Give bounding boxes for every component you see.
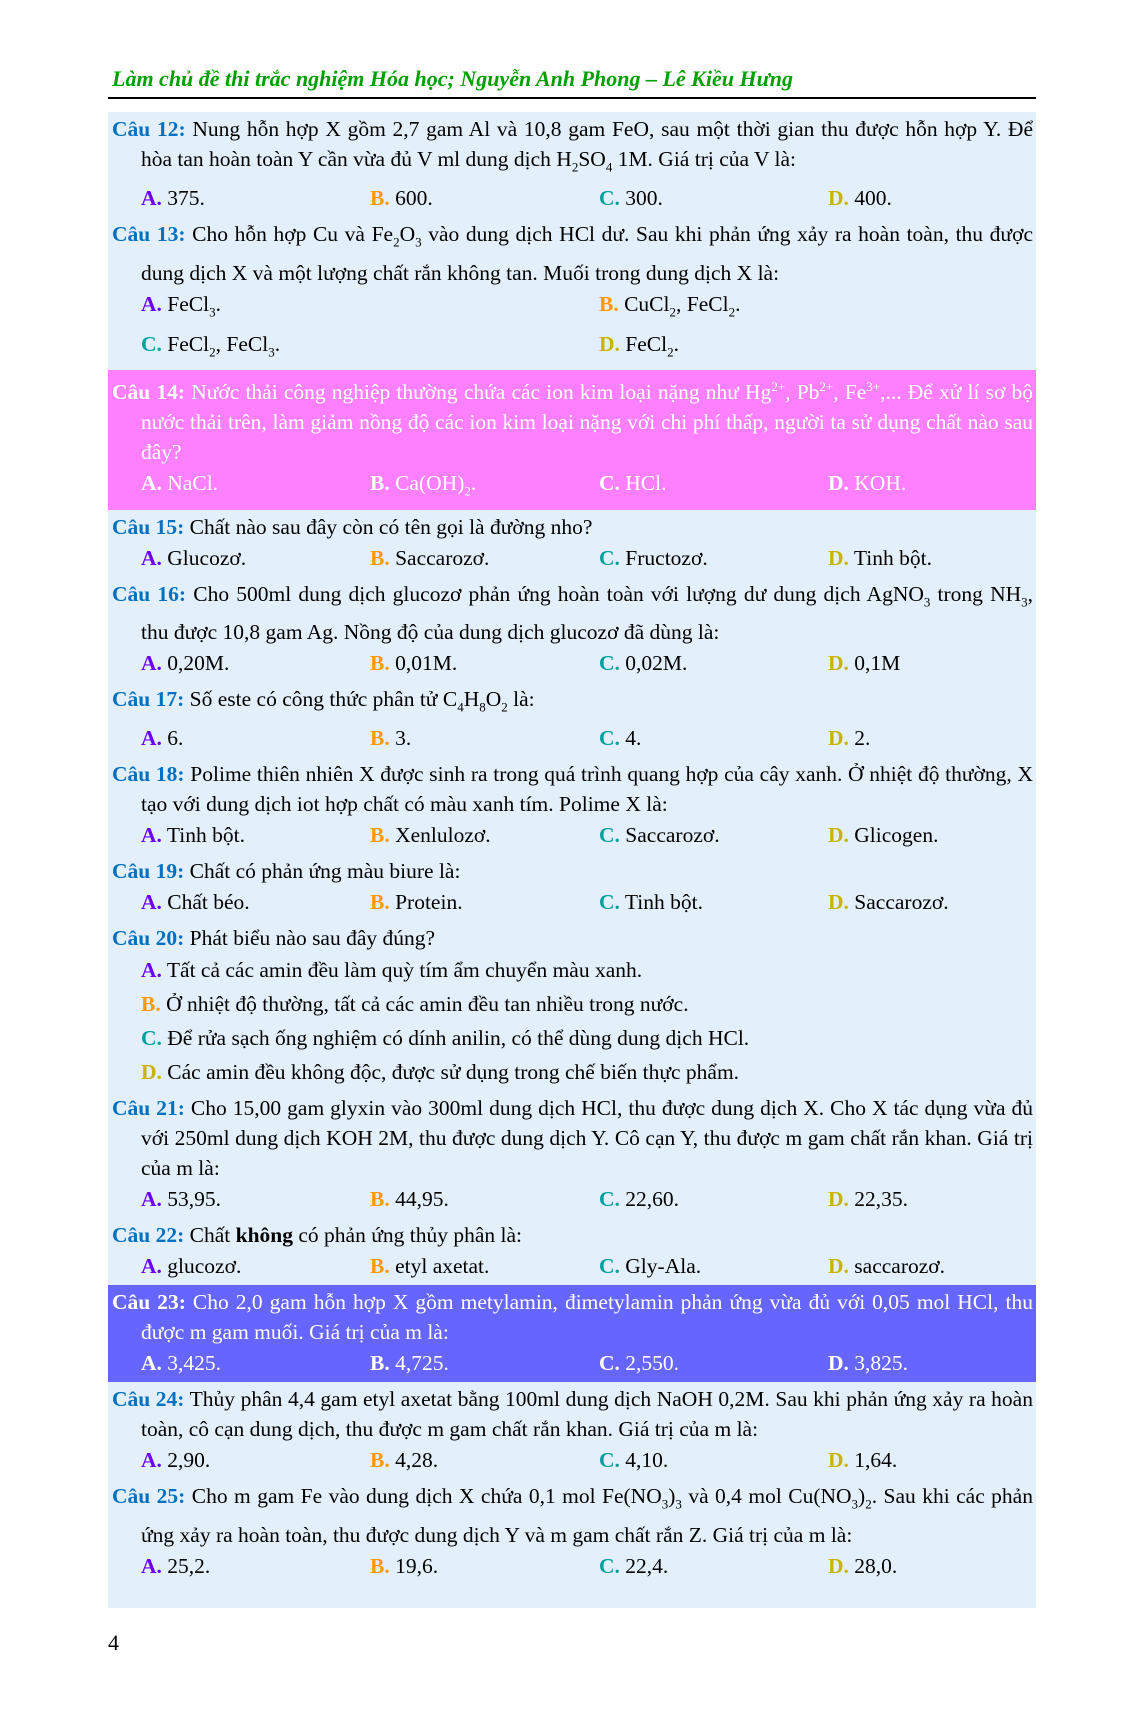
answer-option-a[interactable] (141, 722, 370, 755)
text-segment: Chất nào sau đây còn có tên gọi là đường nho? (189, 514, 593, 539)
question-stem (112, 219, 1033, 287)
answer-options (112, 288, 1033, 369)
text-segment: Ở nhiệt độ thường, tất cả các amin đều tan nhiều trong nước. (166, 992, 689, 1017)
text-segment: Cho 500ml dung dịch glucozơ phản ứng hoàn toàn với lượng dư dung dịch AgNO (193, 581, 924, 606)
answer-options (112, 647, 1033, 680)
answer-options (112, 722, 1033, 755)
answer-option-a[interactable] (141, 288, 599, 328)
answer-option-b[interactable] (370, 1550, 599, 1583)
text-segment: . (274, 331, 281, 356)
text-segment: 400. (854, 186, 892, 211)
text-segment: Fructozơ. (625, 545, 708, 570)
question-label: Câu 15: (112, 514, 185, 539)
answer-option-b[interactable] (370, 1444, 599, 1477)
text-segment: Glucozơ. (167, 545, 247, 570)
text-segment: 0,01M. (395, 650, 458, 675)
answer-options (112, 886, 1033, 919)
text-segment: 3 (675, 1496, 682, 1512)
answer-letter: A. (141, 471, 162, 496)
question-stem (112, 114, 1033, 182)
text-segment: 1,64. (854, 1448, 898, 1473)
answer-option-a[interactable] (141, 1550, 370, 1583)
answer-letter: A. (141, 1187, 162, 1212)
answer-option-a[interactable] (141, 542, 370, 575)
question-24 (108, 1382, 1036, 1479)
text-segment: , Pb (785, 380, 820, 405)
answer-letter: C. (141, 331, 162, 356)
text-segment: Để rửa sạch ống nghiệm có dính anilin, có thể dùng dung dịch HCl. (167, 1026, 750, 1051)
text-segment: Protein. (395, 890, 463, 915)
question-label: Câu 21: (112, 1096, 185, 1121)
text-segment: 2 (728, 303, 736, 319)
text-segment: 3 (661, 1496, 669, 1512)
question-label: Câu 12: (112, 117, 186, 141)
text-segment: 4. (625, 726, 642, 751)
text-segment: Saccarozơ. (625, 823, 720, 848)
text-segment: 2+ (771, 379, 786, 395)
text-segment: 8 (479, 699, 486, 715)
answer-options (112, 1347, 1033, 1380)
answer-option-d[interactable] (828, 1250, 1057, 1283)
question-14 (108, 370, 1036, 509)
answer-option-d[interactable] (828, 722, 1057, 755)
answer-option-b[interactable] (141, 987, 1033, 1021)
question-15 (108, 510, 1036, 577)
answer-option-d[interactable] (828, 647, 1057, 680)
answer-option-d[interactable] (828, 542, 1057, 575)
question-stem (112, 684, 1033, 722)
text-segment: ) (858, 1484, 866, 1509)
text-segment: NaCl. (167, 471, 219, 496)
answer-option-d[interactable] (141, 1055, 1033, 1089)
answer-letter: C. (141, 1026, 162, 1051)
text-segment: . (735, 291, 741, 316)
answer-letter: A. (141, 958, 162, 983)
text-segment: 3,425. (167, 1351, 222, 1376)
text-segment: O (485, 686, 502, 711)
question-stem (112, 1093, 1033, 1183)
text-segment: 19,6. (395, 1553, 439, 1578)
answer-letter: C. (599, 890, 620, 915)
answer-option-d[interactable] (828, 886, 1057, 919)
answer-options (112, 1250, 1033, 1283)
text-segment: Gly-Ala. (625, 1254, 702, 1279)
text-segment: Cho m gam Fe vào dung dịch X chứa 0,1 mol Fe(NO (191, 1484, 662, 1509)
text-segment: Ca(OH) (395, 471, 465, 496)
text-segment: 4,28. (395, 1448, 439, 1473)
question-label: Câu 16: (112, 581, 187, 606)
text-segment: Cho hỗn hợp Cu và Fe (192, 222, 394, 247)
answer-option-a[interactable] (141, 819, 370, 852)
answer-option-c[interactable] (599, 722, 828, 755)
text-segment: 2+ (819, 379, 834, 395)
answer-letter: B. (370, 471, 390, 496)
text-segment: O (399, 222, 416, 247)
text-segment: Chất (189, 1223, 236, 1248)
text-segment: 4,725. (395, 1351, 449, 1376)
text-segment: , FeCl (676, 291, 729, 316)
text-segment: saccarozơ. (854, 1254, 946, 1279)
text-segment: 4 (605, 159, 613, 175)
text-segment: là: (507, 686, 535, 711)
answer-letter: B. (370, 1254, 390, 1279)
answer-letter: C. (599, 471, 620, 496)
text-segment: 6. (167, 726, 184, 751)
question-stem (112, 856, 1033, 886)
text-segment: KOH. (854, 471, 907, 496)
text-segment: 3 (851, 1496, 859, 1512)
text-segment: 4,10. (625, 1448, 669, 1473)
answer-letter: A. (141, 186, 162, 211)
text-segment: FeCl (167, 331, 210, 356)
text-segment: Tinh bột. (624, 890, 703, 915)
question-stem (112, 1287, 1033, 1347)
answer-letter: D. (828, 726, 849, 751)
answer-letter: C. (599, 186, 620, 211)
answer-option-a[interactable] (141, 953, 1033, 987)
answer-letter: C. (599, 823, 620, 848)
text-segment: etyl axetat. (395, 1254, 490, 1279)
question-stem (112, 923, 1033, 953)
answer-options (112, 1444, 1033, 1477)
text-segment: 2. (854, 726, 871, 751)
answer-option-d[interactable] (828, 1550, 1057, 1583)
answer-letter: A. (141, 1351, 162, 1376)
answer-option-c[interactable] (599, 819, 828, 852)
answer-option-b[interactable] (370, 1347, 599, 1380)
answer-letter: D. (828, 1448, 849, 1473)
text-segment: 3 (1021, 593, 1028, 609)
text-segment: 0,1M (854, 650, 901, 675)
running-header-title: Làm chủ đề thi trắc nghiệm Hóa học; Nguyễn Anh Phong – Lê Kiều Hưng (112, 66, 793, 91)
answer-letter: B. (370, 890, 390, 915)
text-segment: Tinh bột. (166, 823, 245, 848)
answer-option-b[interactable] (370, 542, 599, 575)
answer-option-c[interactable] (599, 1444, 828, 1477)
answer-option-c[interactable] (599, 886, 828, 919)
question-label: Câu 17: (112, 686, 185, 711)
page-number: 4 (108, 1630, 119, 1655)
answer-option-d[interactable] (828, 1444, 1057, 1477)
question-label: Câu 24: (112, 1387, 185, 1412)
text-segment: Xenlulozơ. (395, 823, 491, 848)
answer-letter: B. (370, 1351, 390, 1376)
question-label: Câu 14: (112, 380, 186, 405)
text-segment: FeCl (625, 331, 668, 356)
text-segment: có phản ứng thủy phân là: (293, 1223, 523, 1248)
answer-letter: C. (599, 1553, 620, 1578)
answer-letter: D. (828, 1254, 849, 1279)
text-segment: Glicogen. (854, 823, 939, 848)
answer-option-d[interactable] (599, 328, 1057, 368)
answer-letter: A. (141, 650, 162, 675)
text-segment: . Sau khi các phản ứng xảy ra hoàn toàn, thu được dung dịch Y và m gam chất rắn Z. Giá trị của m là: (141, 1484, 1033, 1547)
answer-letter: C. (599, 1254, 620, 1279)
answer-options (112, 1183, 1033, 1216)
answer-letter: B. (370, 186, 390, 211)
text-segment: 2 (464, 483, 471, 499)
answer-letter: B. (599, 291, 619, 316)
answer-letter: A. (141, 1448, 162, 1473)
answer-option-b[interactable] (370, 182, 599, 215)
text-segment: 4 (457, 699, 464, 715)
text-segment: 3 (209, 303, 216, 319)
text-segment: Tất cả các amin đều làm quỳ tím ẩm chuyển màu xanh. (166, 958, 643, 983)
text-segment: . (470, 471, 477, 496)
text-segment: 1M. Giá trị của V là: (612, 147, 797, 171)
answer-option-b[interactable] (599, 288, 1057, 328)
text-segment: HCl. (625, 471, 667, 496)
answer-letter: D. (599, 331, 620, 356)
text-segment: 44,95. (395, 1187, 449, 1212)
text-segment: Số este có công thức phân tử C (189, 686, 458, 711)
answer-option-c[interactable] (599, 1183, 828, 1216)
answer-letter: C. (599, 545, 620, 570)
text-segment: Phát biểu nào sau đây đúng? (189, 926, 436, 951)
text-segment: FeCl (167, 291, 210, 316)
text-segment: Polime thiên nhiên X được sinh ra trong quá trình quang hợp của cây xanh. Ở nhiệt độ thường, X tạo với dung dịch iot hợp chất có màu xanh tím. Polime X là: (141, 762, 1033, 817)
question-17 (108, 682, 1036, 757)
answer-letter: B. (141, 992, 161, 1017)
answer-option-c[interactable] (599, 1250, 828, 1283)
text-segment: Các amin đều không độc, được sử dụng trong chế biến thực phẩm. (167, 1060, 740, 1085)
text-segment: SO (578, 147, 606, 171)
text-segment: . (673, 331, 679, 356)
question-label: Câu 22: (112, 1223, 185, 1248)
answer-option-a[interactable] (141, 1250, 370, 1283)
answer-option-b[interactable] (370, 467, 599, 507)
question-label: Câu 20: (112, 926, 185, 951)
answer-option-b[interactable] (370, 647, 599, 680)
answer-letter: B. (370, 823, 390, 848)
text-segment: và 0,4 mol Cu(NO (681, 1484, 852, 1509)
answer-option-c[interactable] (599, 182, 828, 215)
answer-option-c[interactable] (599, 1347, 828, 1380)
question-label: Câu 13: (112, 222, 186, 247)
answer-letter: B. (370, 1553, 390, 1578)
text-segment: 2 (393, 234, 400, 250)
text-segment: 3,825. (854, 1351, 909, 1376)
answer-option-b[interactable] (370, 722, 599, 755)
answer-option-d[interactable] (828, 467, 1057, 507)
answer-letter: C. (599, 726, 620, 751)
question-label: Câu 23: (112, 1290, 186, 1315)
answer-option-a[interactable] (141, 1444, 370, 1477)
answer-option-d[interactable] (828, 1183, 1057, 1216)
answer-letter: B. (370, 650, 390, 675)
text-segment: . (215, 291, 221, 316)
text-segment: Nung hỗn hợp X gồm 2,7 gam Al và 10,8 gam FeO, sau một thời gian thu được hỗn hợp Y. Để hòa tan hoàn toàn Y cần vừa đủ V ml dung dịch H (141, 117, 1033, 171)
question-label: Câu 19: (112, 859, 185, 884)
text-segment: 3. (395, 726, 412, 751)
question-stem (112, 372, 1033, 467)
answer-options (112, 467, 1033, 507)
question-stem (112, 1384, 1033, 1444)
question-18 (108, 757, 1036, 854)
text-segment: 2 (669, 303, 676, 319)
question-stem (112, 1481, 1033, 1549)
answer-letter: B. (370, 726, 390, 751)
answer-letter: D. (828, 186, 849, 211)
text-segment: 2 (667, 344, 674, 360)
answer-options (112, 542, 1033, 575)
answer-options (112, 1550, 1033, 1583)
question-25 (108, 1479, 1036, 1584)
questions-panel (108, 112, 1036, 1608)
text-segment: 22,35. (854, 1187, 909, 1212)
text-segment: 3 (415, 234, 422, 250)
text-segment: Saccarozơ. (854, 890, 949, 915)
question-stem (112, 579, 1033, 647)
answer-letter: A. (141, 1254, 162, 1279)
answer-letter: A. (141, 726, 162, 751)
answer-letter: A. (141, 545, 162, 570)
text-segment: 53,95. (167, 1187, 222, 1212)
answer-option-a[interactable] (141, 886, 370, 919)
answer-option-b[interactable] (370, 1250, 599, 1283)
text-segment: vào dung dịch HCl dư. Sau khi phản ứng xảy ra hoàn toàn, thu được dung dịch X và một lượng chất rắn không tan. Muối trong dung dịch X là: (141, 222, 1033, 285)
question-13 (108, 217, 1036, 370)
answer-letter: D. (828, 890, 849, 915)
answer-option-c[interactable] (599, 647, 828, 680)
question-stem (112, 512, 1033, 542)
text-segment: CuCl (624, 291, 670, 316)
answer-letter: A. (141, 823, 162, 848)
answer-letter: D. (828, 1351, 849, 1376)
text-segment: ) (668, 1484, 676, 1509)
answer-letter: C. (599, 1448, 620, 1473)
text-segment: ,... Để xử lí sơ bộ nước thải trên, làm giảm nồng độ các ion kim loại nặng với chi phí thấp, người ta sử dụng chất nào sau đây? (141, 380, 1034, 465)
text-segment: , FeCl (215, 331, 269, 356)
text-segment: 375. (167, 186, 205, 211)
text-segment: 0,20M. (167, 650, 230, 675)
answer-letter: D. (828, 545, 849, 570)
text-segment: 300. (625, 186, 663, 211)
text-segment: 2 (571, 159, 579, 175)
question-12 (108, 112, 1036, 217)
answer-option-d[interactable] (828, 819, 1057, 852)
text-segment: 2 (865, 1496, 872, 1512)
answer-option-a[interactable] (141, 647, 370, 680)
answer-option-c[interactable] (141, 1021, 1033, 1055)
answer-option-c[interactable] (599, 542, 828, 575)
answer-option-a[interactable] (141, 1347, 370, 1380)
text-segment: Chất béo. (167, 890, 250, 915)
answer-option-c[interactable] (599, 467, 828, 507)
answer-options (112, 953, 1033, 1089)
header-divider (108, 97, 1036, 99)
answer-letter: B. (370, 1448, 390, 1473)
answer-letter: D. (828, 650, 849, 675)
text-segment: , thu được 10,8 gam Ag. Nồng độ của dung dịch glucozơ đã dùng là: (141, 581, 1034, 644)
answer-letter: A. (141, 1553, 162, 1578)
answer-letter: D. (141, 1060, 162, 1085)
answer-option-c[interactable] (141, 328, 599, 368)
answer-letter: D. (828, 1553, 849, 1578)
answer-letter: C. (599, 1351, 620, 1376)
text-segment: không (235, 1223, 294, 1248)
text-segment: Nước thải công nghiệp thường chứa các ion kim loại nặng như Hg (191, 380, 772, 405)
answer-letter: C. (599, 650, 620, 675)
answer-option-d[interactable] (828, 1347, 1057, 1380)
question-label: Câu 25: (112, 1484, 186, 1509)
text-segment: 2 (209, 344, 216, 360)
text-segment: 3 (268, 344, 275, 360)
text-segment: 2 (501, 699, 508, 715)
text-segment: H (463, 686, 480, 711)
question-label: Câu 18: (112, 762, 185, 787)
answer-letter: A. (141, 890, 162, 915)
question-21 (108, 1091, 1036, 1218)
text-segment: 22,4. (625, 1553, 669, 1578)
answer-options (112, 819, 1033, 852)
answer-letter: B. (370, 545, 390, 570)
answer-letter: D. (828, 1187, 849, 1212)
answer-option-a[interactable] (141, 1183, 370, 1216)
question-19 (108, 854, 1036, 921)
text-segment: 0,02M. (625, 650, 688, 675)
question-stem (112, 1220, 1033, 1250)
text-segment: Saccarozơ. (395, 545, 490, 570)
answer-option-b[interactable] (370, 819, 599, 852)
question-stem (112, 759, 1033, 819)
text-segment: Cho 2,0 gam hỗn hợp X gồm metylamin, đimetylamin phản ứng vừa đủ với 0,05 mol HCl, thu được m gam muối. Giá trị của m là: (141, 1290, 1033, 1345)
answer-option-d[interactable] (828, 182, 1057, 215)
text-segment: 3 (923, 593, 931, 609)
text-segment: Chất có phản ứng màu biure là: (189, 859, 461, 884)
answer-letter: C. (599, 1187, 620, 1212)
text-segment: 28,0. (854, 1553, 898, 1578)
text-segment: 2,90. (167, 1448, 211, 1473)
answer-option-b[interactable] (370, 1183, 599, 1216)
answer-letter: B. (370, 1187, 390, 1212)
text-segment: 600. (395, 186, 433, 211)
text-segment: glucozơ. (167, 1254, 242, 1279)
answer-option-c[interactable] (599, 1550, 828, 1583)
text-segment: Tinh bột. (853, 545, 932, 570)
answer-letter: D. (828, 823, 849, 848)
question-22 (108, 1218, 1036, 1285)
answer-letter: D. (828, 471, 849, 496)
text-segment: Cho 15,00 gam glyxin vào 300ml dung dịch HCl, thu được dung dịch X. Cho X tác dụng vừa đủ với 250ml dung dịch KOH 2M, thu được dung dịch Y. Cô cạn Y, thu được m gam chất rắn khan. Giá trị của m là: (141, 1096, 1033, 1181)
text-segment: Thủy phân 4,4 gam etyl axetat bằng 100ml dung dịch NaOH 0,2M. Sau khi phản ứng xảy ra hoàn toàn, cô cạn dung dịch, thu được m gam chất rắn khan. Giá trị của m là: (141, 1387, 1033, 1442)
text-segment: , Fe (833, 380, 867, 405)
text-segment: 22,60. (625, 1187, 680, 1212)
question-16 (108, 577, 1036, 682)
answer-option-a[interactable] (141, 182, 370, 215)
answer-options (112, 182, 1033, 215)
question-23 (108, 1285, 1036, 1382)
answer-option-b[interactable] (370, 886, 599, 919)
answer-letter: A. (141, 291, 162, 316)
text-segment: 2,550. (625, 1351, 680, 1376)
text-segment: 3+ (866, 379, 881, 395)
text-segment: 25,2. (167, 1553, 211, 1578)
text-segment: trong NH (930, 581, 1022, 606)
question-20 (108, 921, 1036, 1091)
answer-option-a[interactable] (141, 467, 370, 507)
